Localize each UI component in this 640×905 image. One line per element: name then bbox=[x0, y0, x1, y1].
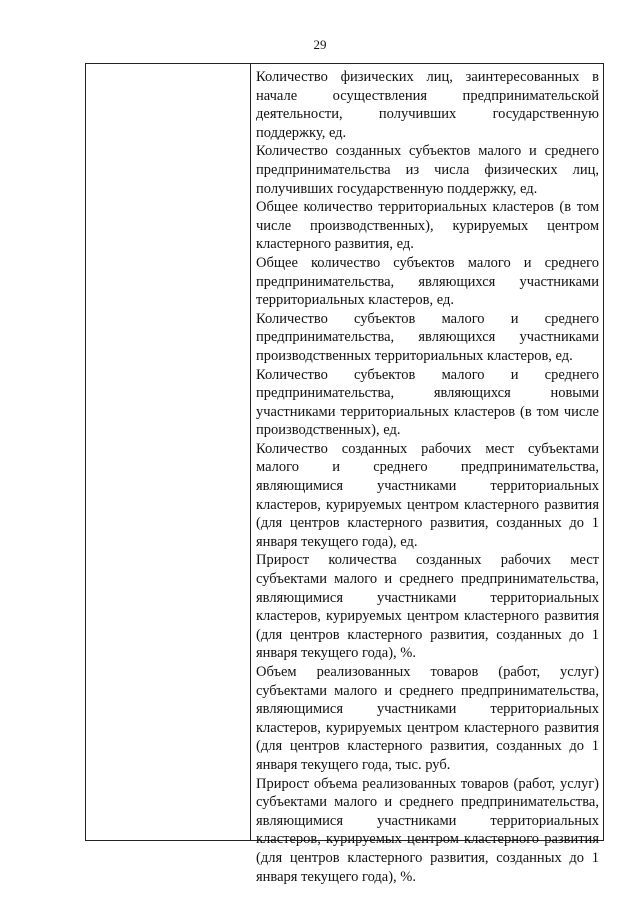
table-left-column bbox=[86, 64, 251, 840]
indicator-paragraph: Количество субъектов малого и среднего предпринимательства, являющихся участниками производственных территориальных кластеров, ед. bbox=[256, 310, 599, 364]
indicator-paragraph: Количество созданных субъектов малого и среднего предпринимательства из числа физических лиц, получивших государственную поддержку, ед. bbox=[256, 143, 599, 197]
table-right-column bbox=[256, 68, 599, 886]
indicator-paragraph: Общее количество субъектов малого и среднего предпринимательства, являющихся участниками территориальных кластеров, ед. bbox=[256, 254, 599, 309]
indicator-paragraph: Прирост количества созданных рабочих мест субъектами малого и среднего предпринимательства, являющимися участниками территориальных кластеров, курируемых центром кластерного развития (для центров кластерного развития, созданных до 1 января текущего года), %. bbox=[256, 552, 599, 662]
indicator-paragraph: Прирост объема реализованных товаров (работ, услуг) субъектами малого и среднего предпринимательства, являющимися участниками территориальных кластеров, курируемых центром кластерного развития (для центров кластерного развития, созданных до 1 января текущего года), %. bbox=[256, 775, 599, 885]
indicator-paragraph: Количество физических лиц, заинтересованных в начале осуществления предпринимательской деятельности, получивших государственную поддержку, ед. bbox=[256, 69, 599, 141]
indicators-table bbox=[85, 63, 604, 885]
indicator-paragraph: Общее количество территориальных кластеров (в том числе производственных), курируемых центром кластерного развития, ед. bbox=[256, 199, 599, 253]
page-number: 29 bbox=[313, 37, 327, 52]
indicator-paragraph: Количество созданных рабочих мест субъектами малого и среднего предпринимательства, являющимися участниками территориальных кластеров, курируемых центром кластерного развития (для центров кластерного развития, созданных до 1 января текущего года), ед. bbox=[256, 440, 599, 550]
indicator-paragraph: Объем реализованных товаров (работ, услуг) субъектами малого и среднего предпринимательства, являющимися участниками территориальных кластеров, курируемых центром кластерного развития (для центров кластерного развития, созданных до 1 января текущего года, тыс. руб. bbox=[256, 664, 599, 773]
indicator-paragraph: Количество субъектов малого и среднего предпринимательства, являющихся новыми участниками территориальных кластеров (в том числе производственных), ед. bbox=[256, 366, 599, 439]
